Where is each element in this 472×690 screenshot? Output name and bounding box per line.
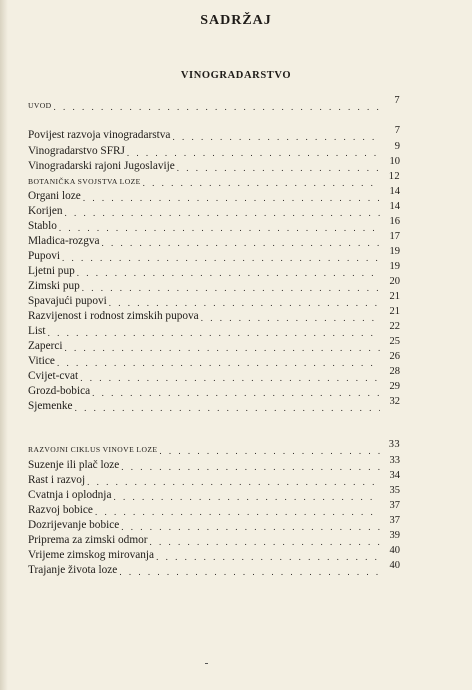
- toc-entry-page-number: 33: [389, 455, 400, 466]
- toc-entry: [28, 96, 400, 112]
- toc-entry-page-number: 37: [389, 500, 400, 511]
- toc-entry: [28, 187, 400, 203]
- page-title: SADRŽAJ: [200, 13, 272, 28]
- toc-entry: [28, 126, 400, 142]
- toc-entry-label: Mladica-rozgva: [28, 235, 100, 247]
- toc-entry-label: Vinogradarski rajoni Jugoslavije: [28, 160, 175, 172]
- toc-entry-page-number: 19: [389, 261, 400, 272]
- toc-entry: [28, 501, 400, 517]
- toc-leader-dots: [172, 132, 380, 142]
- toc-entry-label: Vinogradarstvo SFRJ: [28, 145, 125, 157]
- toc-entry-label: Sjemenke: [28, 400, 73, 412]
- toc-entry-label: Rast i razvoj: [28, 474, 86, 486]
- toc-entry: [28, 322, 400, 338]
- toc-entry: [28, 382, 400, 398]
- toc-entry-page-number: 10: [389, 156, 400, 167]
- toc-entry-label: Korijen: [28, 205, 63, 217]
- toc-entry-page-number: 16: [389, 216, 400, 227]
- toc-entry-label: Zaperci: [28, 340, 63, 352]
- toc-entry-page-number: 9: [394, 141, 400, 152]
- toc-entry-page-number: 14: [389, 201, 400, 212]
- toc-entry-label: Povijest razvoja vinogradarstva: [28, 129, 171, 141]
- toc-entry: [28, 546, 400, 562]
- toc-entry-page-number: 21: [389, 291, 400, 302]
- toc-entry-label: Stablo: [28, 220, 57, 232]
- toc-entry: [28, 157, 400, 173]
- toc-entry: [28, 262, 400, 278]
- toc-entry-page-number: 26: [389, 351, 400, 362]
- toc-entry-page-number: 29: [389, 381, 400, 392]
- toc-entry-label: Pupovi: [28, 250, 61, 262]
- toc-leader-dots: [159, 446, 380, 456]
- toc-entry-page-number: 35: [389, 485, 400, 496]
- toc-entry-label: Ljetni pup: [28, 265, 75, 277]
- toc-entry-label: Cvatnja i oplodnja: [28, 489, 112, 501]
- toc-entry-label: Razvijenost i rodnost zimskih pupova: [28, 310, 199, 322]
- toc-entry-label: Grozd-bobica: [28, 385, 91, 397]
- toc-entry: [28, 561, 400, 577]
- toc-entry: [28, 397, 400, 413]
- section-title: VINOGRADARSTVO: [180, 70, 292, 81]
- toc-entry-page-number: 14: [389, 186, 400, 197]
- toc-entry: [28, 352, 400, 368]
- toc-entry-page-number: 34: [389, 470, 400, 481]
- toc-entry-page-number: 21: [389, 306, 400, 317]
- toc-entry-page-number: 39: [389, 530, 400, 541]
- toc-entry: [28, 367, 400, 383]
- page-mark: [205, 663, 208, 664]
- toc-entry: [28, 337, 400, 353]
- toc-entry: [28, 142, 400, 158]
- toc-entry-page-number: 40: [389, 560, 400, 571]
- toc-leader-dots: [75, 403, 380, 413]
- toc-entry-page-number: 33: [388, 439, 400, 450]
- toc-entry: [28, 232, 400, 248]
- toc-entry: [28, 471, 400, 487]
- toc-entry: [28, 456, 400, 472]
- toc-entry-page-number: 19: [389, 246, 400, 257]
- toc-leader-dots: [119, 567, 380, 577]
- toc-entry-label: RAZVOJNI CIKLUS VINOVE LOZE: [28, 445, 158, 454]
- toc-entry-page-number: 17: [389, 231, 400, 242]
- toc-entry: [28, 277, 400, 293]
- toc-entry-label: Dozrijevanje bobice: [28, 519, 120, 531]
- toc-entry-label: Vitice: [28, 355, 55, 367]
- toc-entry: [28, 247, 400, 263]
- toc-entry-page-number: 7: [394, 125, 400, 136]
- toc-entry-page-number: 12: [388, 171, 400, 182]
- toc-entry-label: Vrijeme zimskog mirovanja: [28, 549, 155, 561]
- toc-entry: [28, 292, 400, 308]
- toc-entry-label: Suzenje ili plač loze: [28, 459, 120, 471]
- page-edge-shadow: [0, 0, 8, 690]
- toc-entry-label: Razvoj bobice: [28, 504, 93, 516]
- toc-entry-page-number: 32: [389, 396, 400, 407]
- toc-entry: [28, 307, 400, 323]
- toc-entry: [28, 486, 400, 502]
- toc-entry-page-number: 25: [389, 336, 400, 347]
- toc-entry-label: List: [28, 325, 46, 337]
- toc-entry-label: BOTANIČKA SVOJSTVA LOZE: [28, 177, 141, 186]
- toc-entry-page-number: 28: [389, 366, 400, 377]
- toc-entry-page-number: 40: [389, 545, 400, 556]
- toc-entry-label: Zimski pup: [28, 280, 80, 292]
- toc-entry-label: Spavajući pupovi: [28, 295, 107, 307]
- toc-entry-page-number: 22: [389, 321, 400, 332]
- toc-entry-label: Cvijet-cvat: [28, 370, 79, 382]
- toc-entry-page-number: 7: [394, 95, 400, 106]
- toc-entry-label: Trajanje života loze: [28, 564, 118, 576]
- toc-entry-page-number: 20: [389, 276, 400, 287]
- toc-entry: [28, 172, 400, 188]
- toc-entry: [28, 516, 400, 532]
- toc-entry: [28, 202, 400, 218]
- toc-entry-page-number: 37: [389, 515, 400, 526]
- toc-entry: [28, 217, 400, 233]
- toc-entry-label: Priprema za zimski odmor: [28, 534, 148, 546]
- toc-entry: [28, 531, 400, 547]
- toc-entry-label: Organi loze: [28, 190, 81, 202]
- toc-entry: [28, 440, 400, 456]
- toc-leader-dots: [54, 102, 380, 112]
- toc-entry-label: UVOD: [28, 101, 52, 110]
